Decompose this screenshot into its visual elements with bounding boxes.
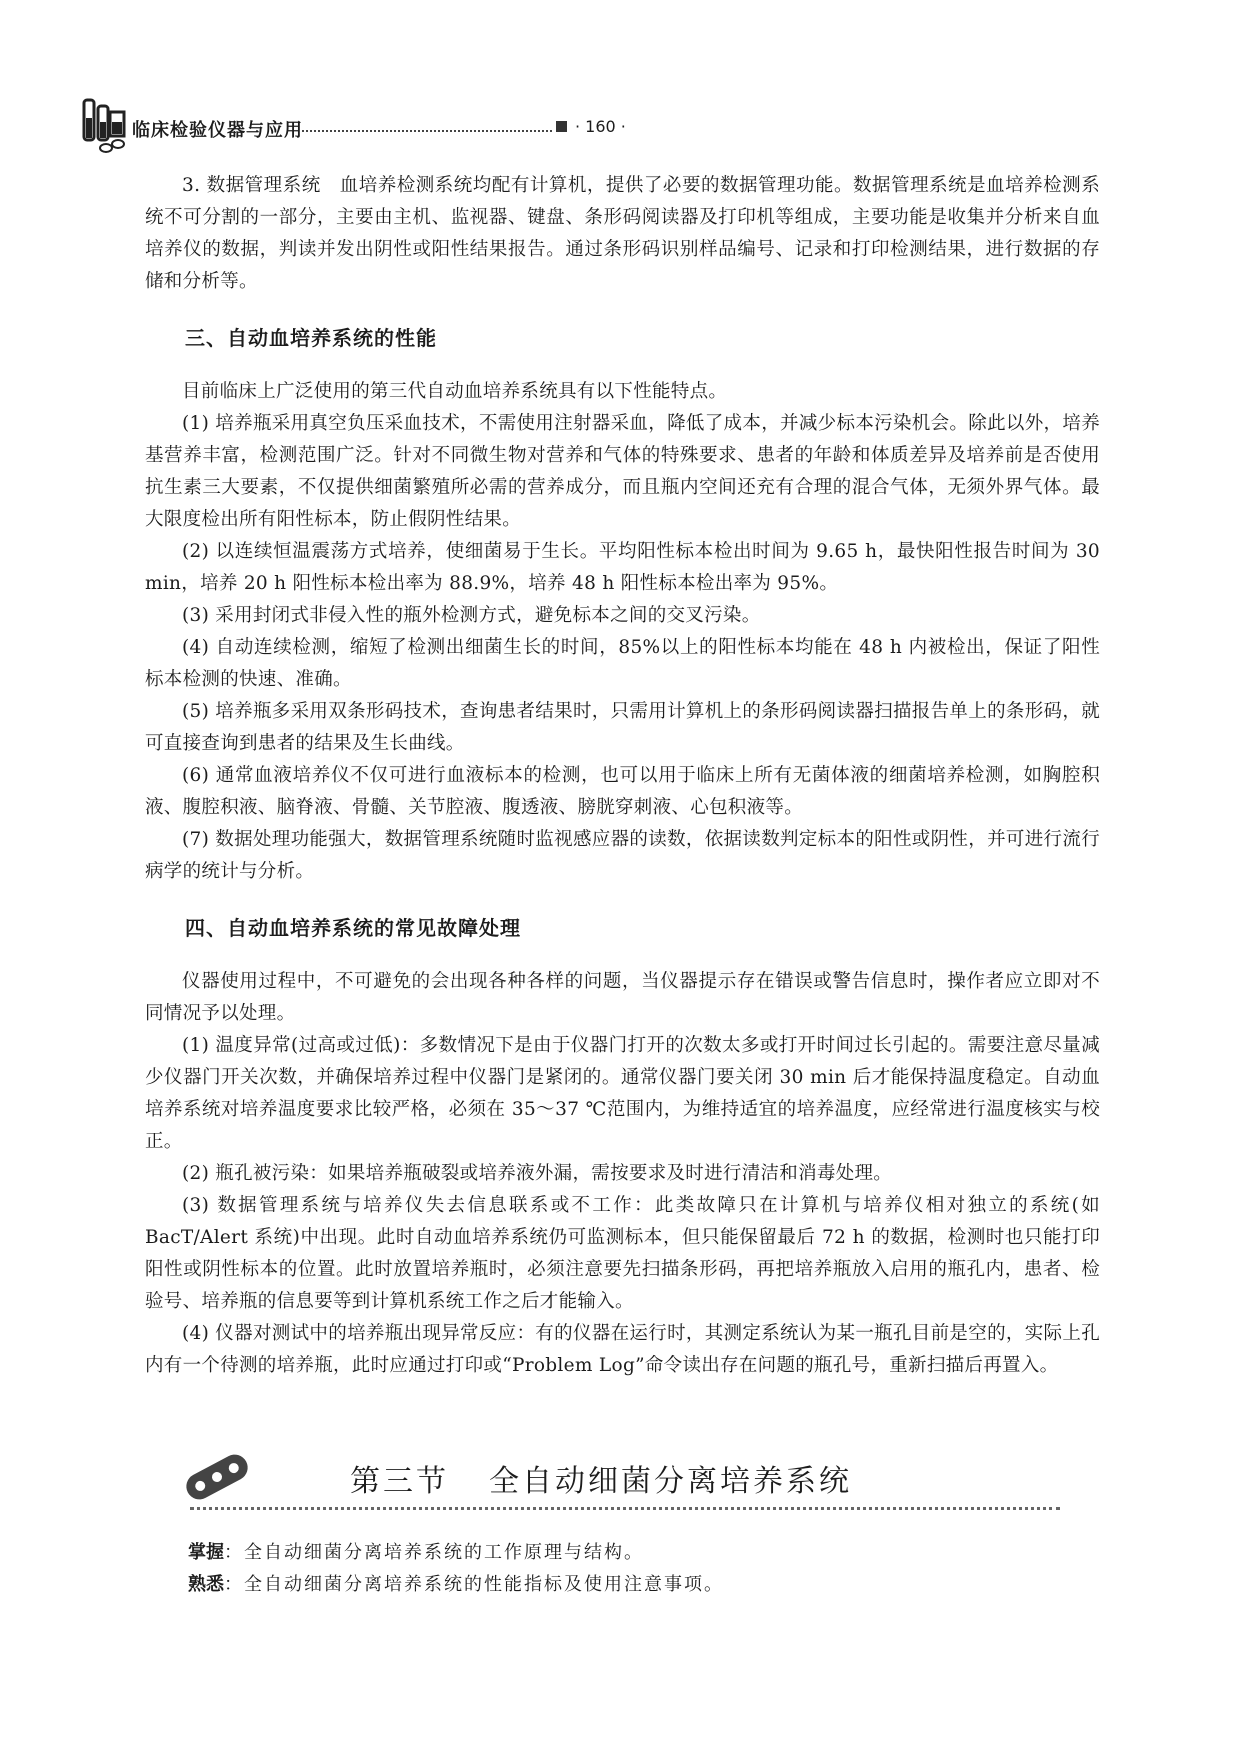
section-heading-troubleshooting: 四、自动血培养系统的常见故障处理 xyxy=(185,916,521,940)
section-heading-performance: 三、自动血培养系统的性能 xyxy=(185,326,437,350)
learning-objectives xyxy=(188,1537,1068,1601)
paragraph: (2) 瓶孔被污染：如果培养瓶破裂或培养液外漏，需按要求及时进行清洁和消毒处理。 xyxy=(182,1163,893,1184)
paragraph: (2) 以连续恒温震荡方式培养，使细菌易于生长。平均阳性标本检出时间为 9.65 h，最快阳性报告时间为 30 min，培养 20 h 阳性标本检出率为 88.9%，培养 48 h 阳性标本检出率为 95%。 xyxy=(145,541,1100,594)
bandage-icon xyxy=(180,1450,254,1504)
paragraph: (1) 温度异常(过高或过低)：多数情况下是由于仪器门打开的次数太多或打开时间过长引起的。需要注意尽量减少仪器门开关次数，并确保培养过程中仪器门是紧闭的。通常仪器门要关闭 30 min 后才能保持温度稳定。自动血培养系统对培养温度要求比较严格，必须在 35～37 ℃范围内，为维持适宜的培养温度，应经常进行温度核实与校正。 xyxy=(145,1035,1100,1152)
paragraph: (4) 自动连续检测，缩短了检测出细菌生长的时间，85%以上的阳性标本均能在 48 h 内被检出，保证了阳性标本检测的快速、准确。 xyxy=(145,637,1100,690)
paragraph: (4) 仪器对测试中的培养瓶出现异常反应：有的仪器在运行时，其测定系统认为某一瓶孔目前是空的，实际上孔内有一个待测的培养瓶，此时应通过打印或“Problem Log”命令读出存在问题的瓶孔号，重新扫描后再置入。 xyxy=(145,1323,1100,1376)
objective-master-text: ：全自动细菌分离培养系统的工作原理与结构。 xyxy=(224,1542,644,1563)
section-title xyxy=(350,1456,852,1500)
objective-master xyxy=(188,1537,1068,1569)
section-name: 全自动细菌分离培养系统 xyxy=(489,1464,852,1499)
section-banner xyxy=(180,1450,1070,1512)
objective-master-key: 掌握 xyxy=(188,1542,224,1563)
paragraph: (3) 采用封闭式非侵入性的瓶外检测方式，避免标本之间的交叉污染。 xyxy=(182,605,761,626)
banner-dotted-rule xyxy=(190,1507,1060,1510)
main-content xyxy=(145,170,1100,1382)
book-title: 临床检验仪器与应用 xyxy=(132,120,303,141)
paragraph: (5) 培养瓶多采用双条形码技术，查询患者结果时，只需用计算机上的条形码阅读器扫描报告单上的条形码，就可直接查询到患者的结果及生长曲线。 xyxy=(145,701,1100,754)
paragraph: (1) 培养瓶采用真空负压采血技术，不需使用注射器采血，降低了成本，并减少标本污染机会。除此以外，培养基营养丰富，检测范围广泛。针对不同微生物对营养和气体的特殊要求、患者的年龄和体质差异及培养前是否使用抗生素三大要素，不仅提供细菌繁殖所必需的营养成分，而且瓶内空间还充有合理的混合气体，无须外界气体。最大限度检出所有阳性标本，防止假阴性结果。 xyxy=(145,413,1100,530)
objective-familiar xyxy=(188,1569,1068,1601)
objective-familiar-text: ：全自动细菌分离培养系统的性能指标及使用注意事项。 xyxy=(224,1574,724,1595)
paragraph: 目前临床上广泛使用的第三代自动血培养系统具有以下性能特点。 xyxy=(182,381,728,402)
test-tubes-icon xyxy=(82,96,128,154)
header-dotted-leader xyxy=(302,130,552,132)
paragraph: (6) 通常血液培养仪不仅可进行血液标本的检测，也可以用于临床上所有无菌体液的细菌培养检测，如胸腔积液、腹腔积液、脑脊液、骨髓、关节腔液、腹透液、膀胱穿刺液、心包积液等。 xyxy=(145,765,1100,818)
paragraph-data-management: 3. 数据管理系统 血培养检测系统均配有计算机，提供了必要的数据管理功能。数据管理系统是血培养检测系统不可分割的一部分，主要由主机、监视器、键盘、条形码阅读器及打印机等组成，主要功能是收集并分析来自血培养仪的数据，判读并发出阴性或阳性结果报告。通过条形码识别样品编号、记录和打印检测结果，进行数据的存储和分析等。 xyxy=(145,175,1100,292)
objective-familiar-key: 熟悉 xyxy=(188,1574,224,1595)
page-number: · 160 · xyxy=(575,117,626,136)
paragraph: (3) 数据管理系统与培养仪失去信息联系或不工作：此类故障只在计算机与培养仪相对独立的系统(如 BacT/Alert 系统)中出现。此时自动血培养系统仍可监测标本，但只能保留最后 72 h 的数据，检测时也只能打印阳性或阴性标本的位置。此时放置培养瓶时，必须注意要先扫描条形码，再把培养瓶放入启用的瓶孔内，患者、检验号、培养瓶的信息要等到计算机系统工作之后才能输入。 xyxy=(145,1195,1100,1312)
section-label: 第三节 xyxy=(350,1464,449,1499)
page-header xyxy=(82,96,1092,156)
paragraph: 仪器使用过程中，不可避免的会出现各种各样的问题，当仪器提示存在错误或警告信息时，操作者应立即对不同情况予以处理。 xyxy=(145,971,1100,1024)
header-square-marker xyxy=(556,121,567,132)
paragraph: (7) 数据处理功能强大，数据管理系统随时监视感应器的读数，依据读数判定标本的阳性或阴性，并可进行流行病学的统计与分析。 xyxy=(145,829,1100,882)
